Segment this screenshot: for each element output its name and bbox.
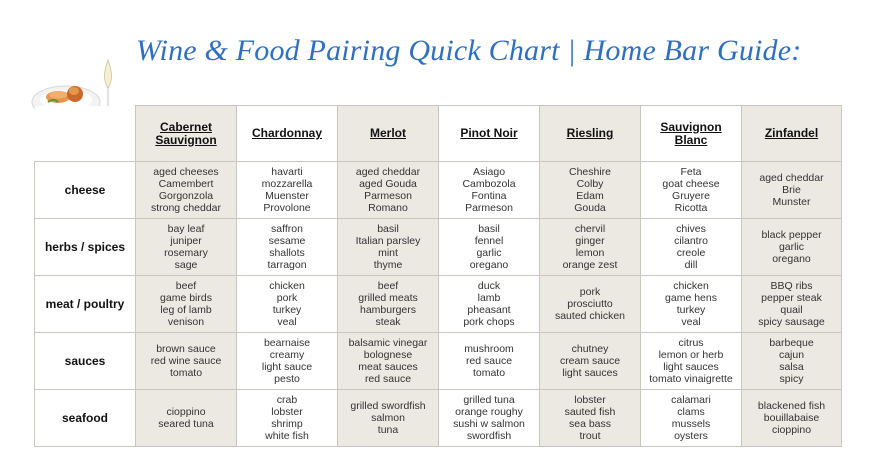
pairing-cell: [742, 333, 842, 390]
food-item: Fontina: [471, 190, 507, 202]
food-item: beef: [377, 280, 399, 292]
table-row: [35, 390, 842, 447]
food-item: trout: [579, 430, 601, 442]
food-item: sushi w salmon: [453, 418, 525, 430]
wine-header: Sauvignon Blanc: [641, 106, 742, 162]
pairing-cell: [237, 162, 338, 219]
food-item: clams: [677, 406, 705, 418]
food-item: aged Gouda: [359, 178, 417, 190]
food-item: tomato: [169, 367, 203, 379]
food-item: turkey: [272, 304, 302, 316]
food-item: Edam: [576, 190, 604, 202]
food-item: cilantro: [674, 235, 708, 247]
food-item: garlic: [778, 241, 805, 253]
food-item: Camembert: [158, 178, 214, 190]
wine-header: Pinot Noir: [439, 106, 540, 162]
food-item: sage: [174, 259, 198, 271]
food-item: bearnaise: [263, 337, 311, 349]
pairing-cell: [641, 276, 742, 333]
food-item: goat cheese: [662, 178, 720, 190]
food-item: aged cheddar: [759, 172, 824, 184]
food-item: tomato: [472, 367, 506, 379]
food-item: bolognese: [363, 349, 413, 361]
food-item: aged cheeses: [153, 166, 219, 178]
pairing-cell: [742, 276, 842, 333]
food-item: red sauce: [364, 373, 412, 385]
food-item: thyme: [373, 259, 403, 271]
food-item: cajun: [778, 349, 805, 361]
food-item: game hens: [665, 292, 717, 304]
pairing-cell: [742, 390, 842, 447]
food-item: chicken: [673, 280, 709, 292]
row-label: herbs / spices: [35, 219, 136, 276]
food-item: ginger: [575, 235, 605, 247]
pairing-cell: [540, 333, 641, 390]
food-item: cioppino: [166, 406, 206, 418]
food-item: tomato vinaigrette: [649, 373, 733, 385]
pairing-cell: [338, 276, 439, 333]
food-item: beef: [175, 280, 197, 292]
pairing-cell: [742, 219, 842, 276]
food-item: duck: [477, 280, 501, 292]
food-item: mint: [378, 247, 398, 259]
pairing-cell: [136, 276, 237, 333]
food-item: orange roughy: [455, 406, 523, 418]
food-item: juniper: [170, 235, 202, 247]
food-item: venison: [167, 316, 205, 328]
food-item: sauted chicken: [554, 310, 626, 322]
food-item: oysters: [674, 430, 708, 442]
food-item: pork: [276, 292, 298, 304]
wine-header: Riesling: [540, 106, 641, 162]
pairing-cell: [540, 162, 641, 219]
food-item: spicy sausage: [758, 316, 825, 328]
corner-cell: [35, 106, 136, 162]
food-item: white fish: [265, 430, 309, 442]
food-item: Ricotta: [674, 202, 708, 214]
food-item: grilled swordfish: [350, 400, 426, 412]
food-item: crab: [276, 394, 298, 406]
pairing-cell: [742, 162, 842, 219]
food-item: lobster: [574, 394, 606, 406]
food-item: lemon: [575, 247, 605, 259]
row-label: cheese: [35, 162, 136, 219]
pairing-cell: [237, 390, 338, 447]
food-item: Parmeson: [465, 202, 513, 214]
food-item: fennel: [474, 235, 504, 247]
food-item: salsa: [779, 361, 804, 373]
wine-header: Cabernet Sauvignon: [136, 106, 237, 162]
food-item: garlic: [476, 247, 502, 259]
table-row: [35, 276, 842, 333]
food-item: grilled tuna: [463, 394, 515, 406]
food-item: chutney: [571, 343, 609, 355]
food-item: shallots: [269, 247, 305, 259]
pairing-cell: [439, 276, 540, 333]
food-item: brown sauce: [156, 343, 216, 355]
food-item: sea bass: [568, 418, 612, 430]
food-item: lemon or herb: [658, 349, 724, 361]
pairing-cell: [540, 390, 641, 447]
food-item: balsamic vinegar: [348, 337, 428, 349]
food-item: citrus: [678, 337, 704, 349]
pairing-cell: [136, 390, 237, 447]
food-item: orange zest: [562, 259, 618, 271]
food-item: lobster: [271, 406, 303, 418]
food-item: creamy: [269, 349, 305, 361]
food-item: black pepper: [761, 229, 822, 241]
pairing-cell: [338, 219, 439, 276]
pairing-cell: [540, 219, 641, 276]
food-item: light sauces: [562, 367, 618, 379]
food-item: Gouda: [574, 202, 606, 214]
food-item: pepper steak: [761, 292, 822, 304]
food-item: veal: [681, 316, 701, 328]
food-item: tuna: [377, 424, 399, 436]
pairing-cell: [641, 333, 742, 390]
food-item: sesame: [268, 235, 306, 247]
food-item: grilled meats: [358, 292, 418, 304]
food-item: pork: [579, 286, 601, 298]
pairing-cell: [439, 390, 540, 447]
food-item: Cambozola: [462, 178, 516, 190]
food-item: cioppino: [771, 424, 812, 436]
pairing-cell: [641, 162, 742, 219]
food-item: swordfish: [466, 430, 512, 442]
food-item: mussels: [671, 418, 711, 430]
table-body: [35, 162, 842, 447]
pairing-table: [34, 105, 842, 447]
food-item: red wine sauce: [150, 355, 222, 367]
food-item: Asiago: [472, 166, 506, 178]
food-item: Gorgonzola: [158, 190, 214, 202]
food-item: seared tuna: [158, 418, 214, 430]
food-item: bouillabaise: [763, 412, 820, 424]
food-item: veal: [277, 316, 297, 328]
pairing-cell: [439, 162, 540, 219]
food-item: sauted fish: [564, 406, 616, 418]
pairing-cell: [136, 219, 237, 276]
food-item: rosemary: [164, 247, 208, 259]
food-item: spicy: [779, 373, 804, 385]
food-item: Romano: [368, 202, 408, 214]
food-item: havarti: [271, 166, 303, 178]
food-item: basil: [377, 223, 399, 235]
food-item: Cheshire: [568, 166, 612, 178]
food-item: dill: [684, 259, 698, 271]
food-item: light sauce: [261, 361, 313, 373]
food-item: red sauce: [465, 355, 513, 367]
food-item: Munster: [772, 196, 811, 208]
food-item: prosciutto: [567, 298, 613, 310]
food-item: mushroom: [464, 343, 514, 355]
food-item: light sauces: [663, 361, 719, 373]
food-item: cream sauce: [559, 355, 621, 367]
pairing-cell: [237, 333, 338, 390]
food-item: Colby: [576, 178, 604, 190]
food-item: steak: [375, 316, 401, 328]
pairing-cell: [540, 276, 641, 333]
food-item: pheasant: [467, 304, 511, 316]
food-item: tarragon: [267, 259, 307, 271]
pairing-cell: [439, 219, 540, 276]
food-item: Provolone: [263, 202, 311, 214]
row-label: sauces: [35, 333, 136, 390]
pairing-cell: [338, 162, 439, 219]
food-item: pesto: [274, 373, 300, 385]
food-item: hamburgers: [359, 304, 417, 316]
row-label: seafood: [35, 390, 136, 447]
food-item: barbeque: [769, 337, 814, 349]
food-item: Parmeson: [364, 190, 412, 202]
food-item: chicken: [269, 280, 305, 292]
food-item: turkey: [676, 304, 706, 316]
food-item: Gruyere: [672, 190, 710, 202]
food-item: BBQ ribs: [770, 280, 813, 292]
food-item: salmon: [371, 412, 405, 424]
food-item: calamari: [671, 394, 711, 406]
pairing-cell: [641, 219, 742, 276]
food-item: strong cheddar: [150, 202, 222, 214]
row-label: meat / poultry: [35, 276, 136, 333]
page-title: Wine & Food Pairing Quick Chart | Home Bar Guide:: [136, 34, 802, 67]
food-item: saffron: [271, 223, 303, 235]
food-item: Feta: [680, 166, 702, 178]
wine-header: Chardonnay: [237, 106, 338, 162]
food-item: chervil: [574, 223, 606, 235]
table-row: [35, 219, 842, 276]
table-row: [35, 333, 842, 390]
food-item: shrimp: [271, 418, 303, 430]
pairing-cell: [641, 390, 742, 447]
food-item: lamb: [477, 292, 501, 304]
food-item: Brie: [782, 184, 801, 196]
food-item: quail: [780, 304, 803, 316]
food-item: Muenster: [265, 190, 309, 202]
wine-header: Zinfandel: [742, 106, 842, 162]
food-item: aged cheddar: [355, 166, 421, 178]
pairing-cell: [338, 333, 439, 390]
pairing-cell: [439, 333, 540, 390]
wine-header: Merlot: [338, 106, 439, 162]
food-item: mozzarella: [261, 178, 313, 190]
food-item: oregano: [469, 259, 509, 271]
food-item: creole: [676, 247, 706, 259]
pairing-cell: [136, 162, 237, 219]
food-item: bay leaf: [167, 223, 205, 235]
pairing-cell: [237, 276, 338, 333]
food-item: meat sauces: [358, 361, 418, 373]
food-item: chives: [676, 223, 706, 235]
pairing-cell: [136, 333, 237, 390]
food-item: oregano: [772, 253, 811, 265]
food-item: leg of lamb: [160, 304, 212, 316]
food-item: game birds: [160, 292, 212, 304]
food-item: blackened fish: [757, 400, 826, 412]
pairing-cell: [237, 219, 338, 276]
table-row: [35, 162, 842, 219]
food-item: Italian parsley: [355, 235, 421, 247]
pairing-cell: [338, 390, 439, 447]
food-item: basil: [478, 223, 500, 235]
food-item: pork chops: [463, 316, 515, 328]
